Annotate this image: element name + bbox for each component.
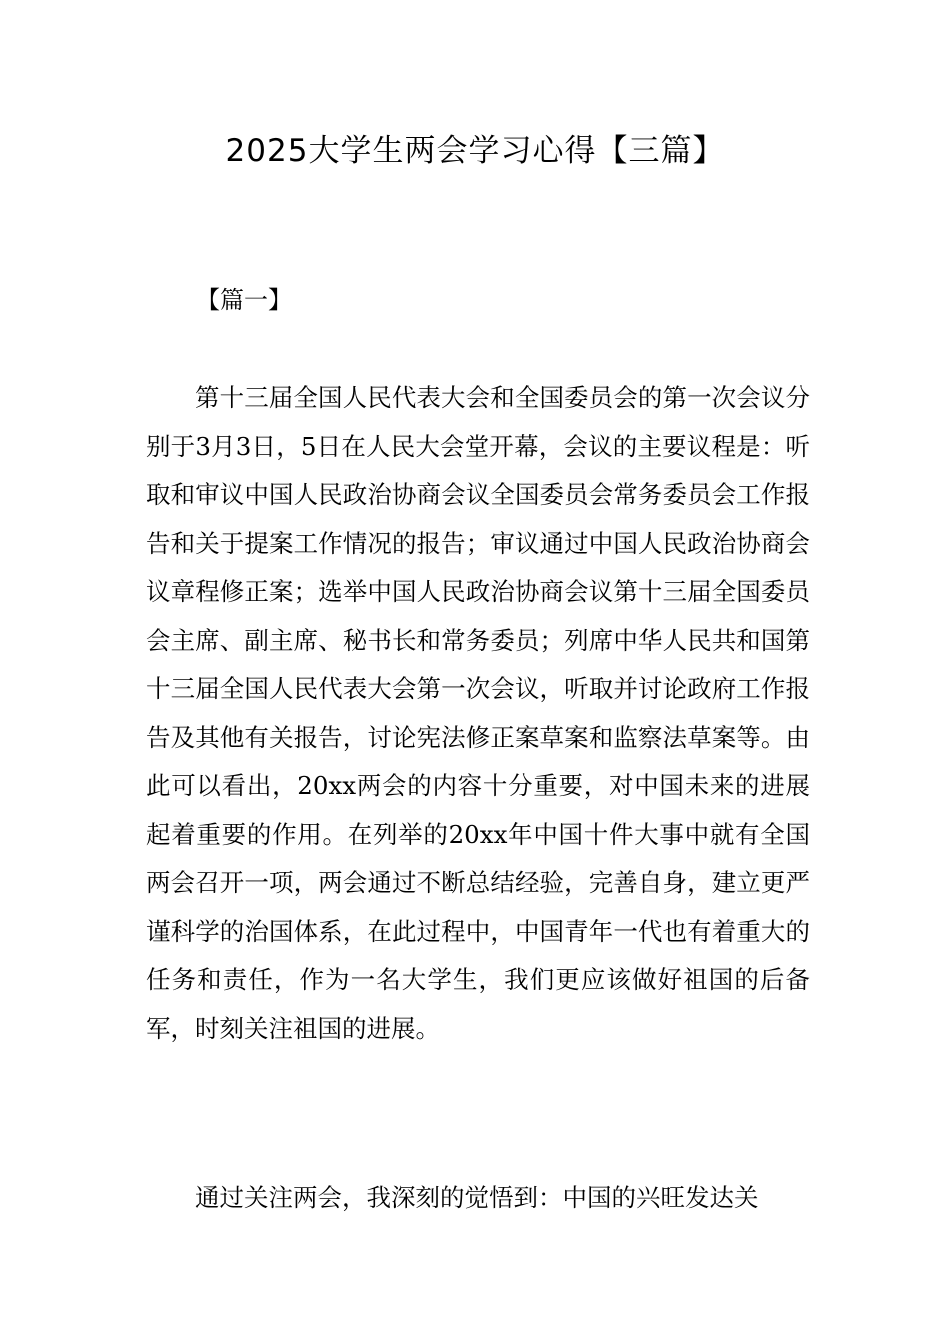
- document-title: 2025大学生两会学习心得【三篇】: [225, 133, 725, 169]
- body-paragraph-1: 第十三届全国人民代表大会和全国委员会的第一次会议分别于3月3日，5日在人民大会堂开幕，会议的主要议程是：听取和审议中国人民政治协商会议全国委员会常务委员会工作报告和关于提案工作情况的报告；审议通过中国人民政治协商会议章程修正案；选举中国人民政治协商会议第十三届全国委员会主席、副主席、秘书长和常务委员；列席中华人民共和国第十三届全国人民代表大会第一次会议，听取并讨论政府工作报告及其他有关报告，讨论宪法修正案草案和监察法草案等。由此可以看出，20xx两会的内容十分重要，对中国未来的进展起着重要的作用。在列举的20xx年中国十件大事中就有全国两会召开一项，两会通过不断总结经验，完善自身，建立更严谨科学的治国体系，在此过程中，中国青年一代也有着重大的任务和责任，作为一名大学生，我们更应该做好祖国的后备军，时刻关注祖国的进展。: [146, 383, 810, 1043]
- body-paragraph-2: 通过关注两会，我深刻的觉悟到：中国的兴旺发达关: [195, 1183, 759, 1212]
- section-heading: 【篇一】: [196, 286, 292, 314]
